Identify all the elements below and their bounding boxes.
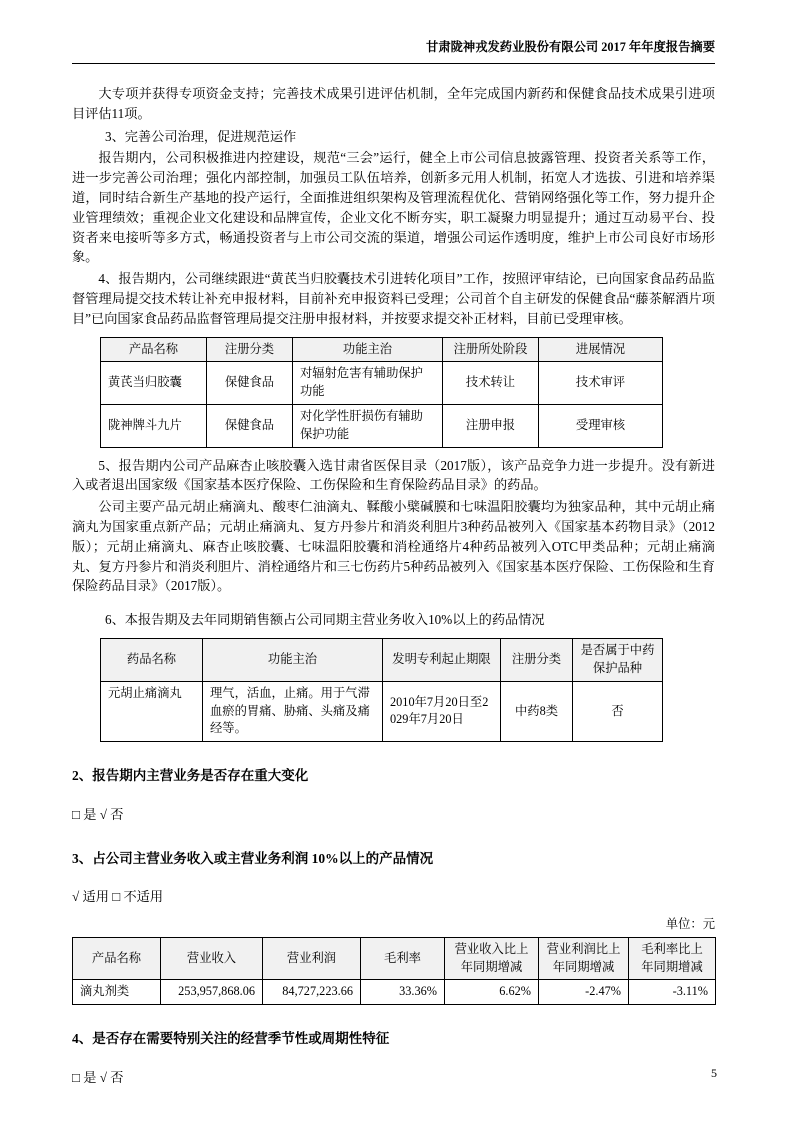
product-revenue-table	[72, 937, 716, 1005]
table-header-row	[101, 639, 663, 682]
column-header: 营业收入比上年同期增减	[445, 937, 539, 980]
section-4-title: 4、是否存在需要特别关注的经营季节性或周期性特征	[72, 1031, 390, 1047]
table-cell: 陇神牌斗九片	[101, 405, 207, 448]
column-header: 功能主治	[203, 639, 383, 682]
item-4-paragraph: 4、报告期内，公司继续跟进“黄芪当归胶囊技术引进转化项目”工作，按照评审结论，已向国家食品药品监督管理局提交技术转让补充申报材料，目前补充申报资料已受理；公司首个自主研发的保健食品“藤茶解酒片项目”已向国家食品药品监督管理局提交注册申报材料，并按要求提交补正材料，目前已受理审核。	[72, 271, 715, 326]
product-registration-table	[100, 337, 663, 448]
item-3-title: 3、完善公司治理，促进规范运作	[105, 128, 297, 144]
column-header: 发明专利起止期限	[383, 639, 501, 682]
table-cell: 保健食品	[207, 362, 293, 405]
column-header: 营业利润	[263, 937, 361, 980]
main-products-paragraph: 公司主要产品元胡止痛滴丸、酸枣仁油滴丸、鞣酸小檗碱膜和七味温阳胶囊均为独家品种，其中元胡止痛滴丸为国家重点新产品；元胡止痛滴丸、复方丹参片和消炎利胆片3种药品被列入《国家基本药物目录》（2012版）；元胡止痛滴丸、麻杏止咳胶囊、七味温阳胶囊和消栓通络片4种药品被列入OTC甲类品种；元胡止痛滴丸、复方丹参片和消炎利胆片、消栓通络片和三七伤药片5种药品被列入《国家基本医疗保险、工伤保险和生育保险药品目录》（2017版）。	[72, 499, 715, 594]
table-cell: 否	[573, 681, 663, 741]
table-row	[101, 362, 663, 405]
document-body	[72, 84, 715, 1088]
table-cell: 技术转让	[443, 362, 539, 405]
table-header-row	[73, 937, 716, 980]
table-cell: 6.62%	[445, 980, 539, 1005]
table-cell: 注册申报	[443, 405, 539, 448]
column-header: 营业利润比上年同期增减	[539, 937, 629, 980]
table-header-row	[101, 337, 663, 362]
table-row	[73, 980, 716, 1005]
column-header: 注册分类	[207, 337, 293, 362]
table-cell: 2010年7月20日至2029年7月20日	[383, 681, 501, 741]
column-header: 功能主治	[293, 337, 443, 362]
table-cell: 中药8类	[501, 681, 573, 741]
table-cell: 技术审评	[539, 362, 663, 405]
table-cell: 保健食品	[207, 405, 293, 448]
table-cell: 理气，活血，止痛。用于气滞血瘀的胃痛、胁痛、头痛及痛经等。	[203, 681, 383, 741]
table-row	[101, 681, 663, 741]
section-2-title: 2、报告期内主营业务是否存在重大变化	[72, 768, 309, 784]
table-cell: 33.36%	[361, 980, 445, 1005]
section-4-answer: □ 是 √ 否	[72, 1070, 124, 1086]
page-number: 5	[711, 1066, 717, 1080]
column-header: 产品名称	[101, 337, 207, 362]
column-header: 毛利率比上年同期增减	[629, 937, 716, 980]
section-3-title: 3、占公司主营业务收入或主营业务利润 10%以上的产品情况	[72, 851, 434, 867]
table-row	[101, 405, 663, 448]
section-3-applicability: √ 适用 □ 不适用	[72, 888, 164, 904]
unit-label: 单位：元	[665, 917, 715, 932]
table-cell: 253,957,868.06	[161, 980, 263, 1005]
table-cell: 84,727,223.66	[263, 980, 361, 1005]
item-6-title: 6、本报告期及去年同期销售额占公司同期主营业务收入10%以上的药品情况	[105, 612, 545, 628]
table-cell: -3.11%	[629, 980, 716, 1005]
table-cell: 受理审核	[539, 405, 663, 448]
column-header: 药品名称	[101, 639, 203, 682]
section-2-answer: □ 是 √ 否	[72, 807, 124, 823]
item-3-paragraph: 报告期内，公司积极推进内控建设，规范“三会”运行，健全上市公司信息披露管理、投资者关系等工作，进一步完善公司治理；强化内部控制，加强员工队伍培养，创新多元用人机制，拓宽人才选拔、引进和培养渠道，同时结合新生产基地的投产运行，全面推进组织架构及管理流程优化、营销网络强化等工作，努力提升企业管理绩效；重视企业文化建设和品牌宣传，企业文化不断夯实，职工凝聚力明显提升；通过互动易平台、投资者来电接听等多方式，畅通投资者与上市公司交流的渠道，增强公司运作透明度，维护上市公司良好市场形象。	[72, 150, 715, 265]
column-header: 进展情况	[539, 337, 663, 362]
table-cell: 滴丸剂类	[73, 980, 161, 1005]
table-cell: -2.47%	[539, 980, 629, 1005]
table-cell: 黄芪当归胶囊	[101, 362, 207, 405]
column-header: 是否属于中药保护品种	[573, 639, 663, 682]
item-5-paragraph: 5、报告期内公司产品麻杏止咳胶囊入选甘肃省医保目录（2017版），该产品竞争力进一步提升。没有新进入或者退出国家级《国家基本医疗保险、工伤保险和生育保险药品目录》的药品。	[72, 457, 715, 493]
document-header	[72, 40, 715, 64]
drug-sales-table	[100, 638, 663, 742]
column-header: 注册分类	[501, 639, 573, 682]
column-header: 注册所处阶段	[443, 337, 539, 362]
table-cell: 元胡止痛滴丸	[101, 681, 203, 741]
table-cell: 对辐射危害有辅助保护功能	[293, 362, 443, 405]
column-header: 营业收入	[161, 937, 263, 980]
header-title: 甘肃陇神戎发药业股份有限公司 2017 年年度报告摘要	[426, 40, 715, 54]
column-header: 产品名称	[73, 937, 161, 980]
table-cell: 对化学性肝损伤有辅助保护功能	[293, 405, 443, 448]
column-header: 毛利率	[361, 937, 445, 980]
paragraph-overflow: 大专项并获得专项资金支持；完善技术成果引进评估机制，全年完成国内新药和保健食品技术成果引进项目评估11项。	[72, 85, 715, 121]
